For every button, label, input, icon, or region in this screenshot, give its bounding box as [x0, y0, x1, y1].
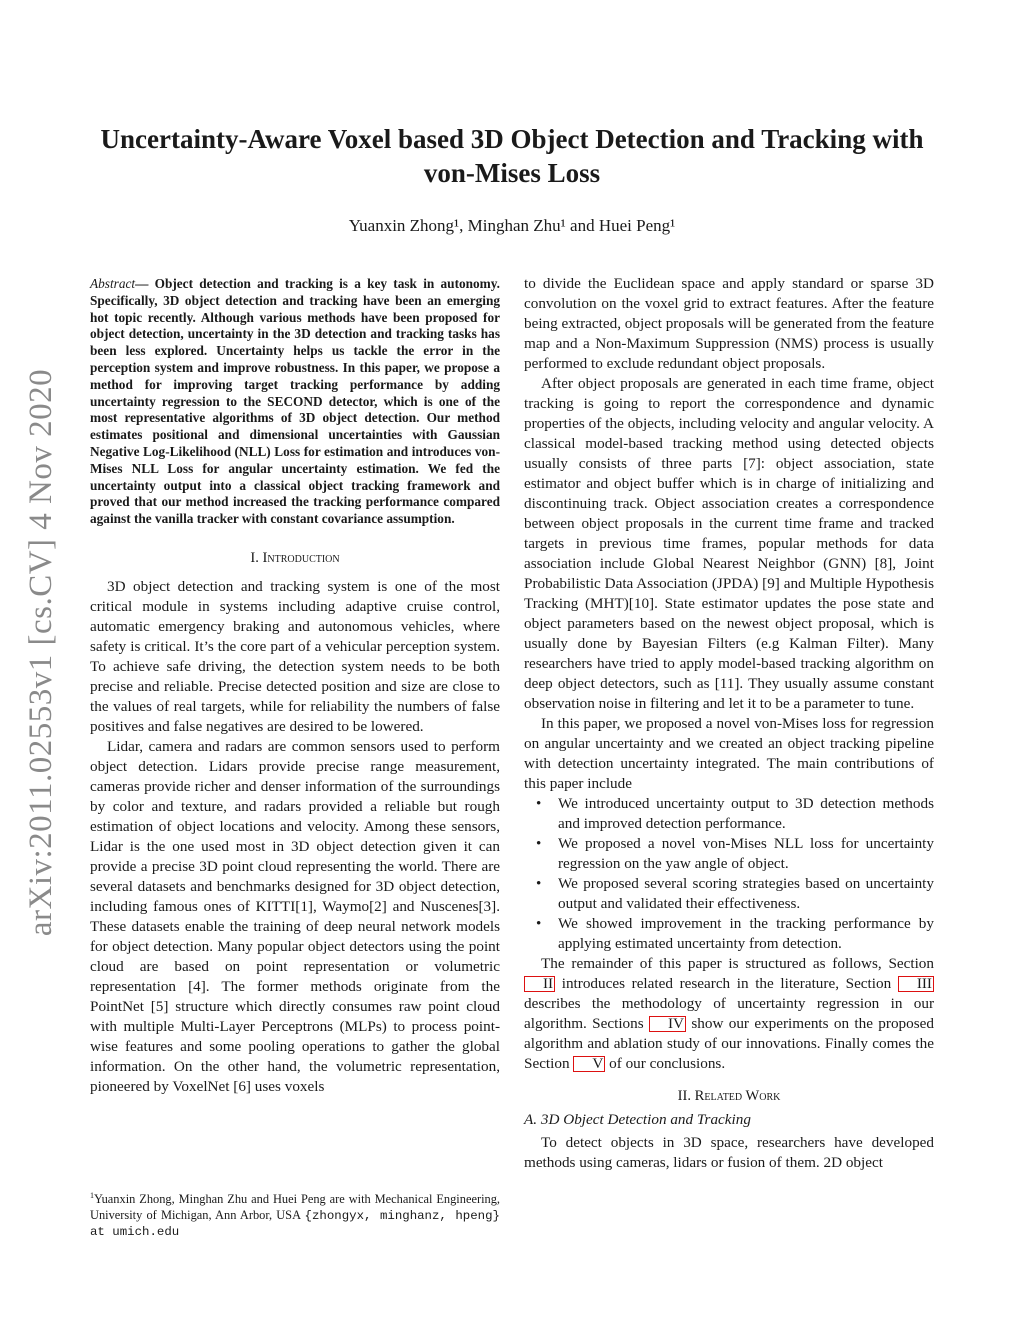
- intro-paragraph-4: In this paper, we proposed a novel von-Mises loss for regression on angular uncertainty and we created an object tracking pipeline with detection uncertainty integrated. The main contributions of this paper include: [524, 715, 934, 792]
- arxiv-id: arXiv:2011.02553v1 [cs.CV] 4 Nov 2020: [23, 368, 60, 936]
- intro-paragraph-5: The remainder of this paper is structured as follows, Section II introduces related research in the literature, Section III describes the methodology of uncertainty regression in our algorithm. Sections IV show our experiments on the proposed algorithm and ablation study of our innovations. Finally comes the Section V of our conclusions.: [524, 955, 934, 1072]
- bullet: •: [536, 875, 542, 892]
- list-item: • We proposed a novel von-Mises NLL loss for uncertainty regression on the yaw angle of object.: [536, 835, 934, 872]
- paper-title: Uncertainty-Aware Voxel based 3D Object Detection and Tracking with von-Mises Loss: [100, 124, 924, 188]
- footnote-text: Yuanxin Zhong, Minghan Zhu and Huei Peng are with Mechanical Engineering, University of Michigan, Ann Arbor, USA: [90, 1192, 500, 1222]
- section-number: II.: [677, 1088, 695, 1104]
- intro-paragraph-2: Lidar, camera and radars are common sensors used to perform object detection. Lidars provide precise range measurement, cameras provide richer and denser information of the surroundings by color and texture, and radars provided a reliable but rough estimation of object locations and velocity. Among these sensors, Lidar is the one used most in 3D object detection given it can provide a precise 3D point cloud representing the world. There are several datasets and benchmarks designed for 3D object detection, including famous ones of KITTI[1], Waymo[2] and Nuscenes[3]. These datasets enable the training of deep neural network models for object detection. Many popular object detectors using the point cloud are based on point representation or volumetric representation [4]. The former methods originate from the PointNet [5] structure which directly consumes raw point cloud with multiple Multi-Layer Perceptrons (MLPs) to process point-wise features and some pooling operations to gather the global information. On the other hand, the volumetric representation, pioneered by VoxelNet [6] uses voxels: [90, 737, 500, 1095]
- intro-paragraph-3: After object proposals are generated in each time frame, object tracking is going to report the correspondence and dynamic properties of the objects, including velocity and angular velocity. A classical model-based tracking method using detected objects usually consists of three parts [7]: object association, state estimator and object buffer which is in charge of initializing and discontinuing track. Object association creates a correspondence between object proposals in the current time frame and tracked targets in previous time frames, popular methods for data association include Global Nearest Neighbor (GNN) [8], Joint Probabilistic Data Association (JPDA) [9] and Multiple Hypothesis Tracking (MHT)[10]. State estimator updates the pose state and object parameters based on the newest object proposal, which is usually done by Bayesian Filters (e.g Kalman Filter). Many researchers have tried to apply model-based tracking algorithm on deep object detectors, such as [11]. They usually assume constant observation noise in filtering and let it to be a parameter to tune.: [524, 375, 934, 712]
- subsection-heading: A. 3D Object Detection and Tracking: [524, 1111, 751, 1128]
- section-link-iv[interactable]: IV: [649, 1016, 686, 1032]
- section-heading-introduction: [90, 550, 500, 567]
- intro-paragraph-1: 3D object detection and tracking system is one of the most critical module in systems including adaptive cruise control, automatic emergency braking and autonomous vehicles, where safety is critical. It’s the core part of a vehicular perception system. To achieve safe driving, the detection system needs to be both precise and reliable. Precise detected position and size are close to the values of real targets, while for reliability the numbers of false positives and false negatives are desired to be lowered.: [90, 577, 500, 735]
- abstract: [90, 276, 500, 528]
- footnote: [90, 1188, 500, 1241]
- section-title: Introduction: [262, 549, 340, 566]
- bullet: •: [536, 795, 542, 812]
- list-item: • We proposed several scoring strategies based on uncertainty output and validated their effectiveness.: [536, 875, 934, 912]
- list-item: • We showed improvement in the tracking performance by applying estimated uncertainty from detection.: [536, 915, 934, 952]
- left-column: [90, 276, 500, 1097]
- related-work-paragraph-1: To detect objects in 3D space, researchers have developed methods using cameras, lidars or fusion of them. 2D object: [524, 1134, 934, 1171]
- author-list: Yuanxin Zhong¹, Minghan Zhu¹ and Huei Peng¹: [348, 216, 676, 235]
- abstract-text: Object detection and tracking is a key task in autonomy. Specifically, 3D object detection and tracking have been an emerging hot topic recently. Although various methods have been proposed for object detection, uncertainty in the 3D detection and tracking tasks has been less explored. Uncertainty helps us tackle the error in the perception system and improve robustness. In this paper, we propose a method for improving target tracking performance by adding uncertainty regression to the SECOND detector, which is one of the most representative algorithms of 3D object detection. Our method estimates positional and dimensional uncertainties with Gaussian Negative Log-Likelihood (NLL) Loss for estimation and introduces von-Mises NLL Loss for angular uncertainty estimation. We fed the uncertainty output into a classical object tracking framework and proved that our method increased the tracking performance compared against the vanilla tracker with constant covariance assumption.: [90, 276, 501, 527]
- abstract-dash: —: [135, 276, 155, 291]
- section-heading-related-work: [524, 1088, 934, 1105]
- intro-paragraph-2-cont: to divide the Euclidean space and apply standard or sparse 3D convolution on the voxel grid to extract features. After the feature being extracted, object proposals will be generated from the feature map and a Non-Maximum Suppression (NMS) process is usually performed to exclude redundant object proposals.: [524, 275, 934, 372]
- section-link-iii[interactable]: III: [898, 976, 934, 992]
- section-link-ii[interactable]: II: [524, 976, 555, 992]
- section-number: I.: [250, 549, 263, 566]
- arxiv-stamp: [18, 352, 66, 952]
- footnote-mark: 1: [90, 1191, 95, 1200]
- section-link-v[interactable]: V: [573, 1056, 605, 1072]
- list-item: • We introduced uncertainty output to 3D detection methods and improved detection performance.: [536, 795, 934, 832]
- bullet: •: [536, 835, 542, 852]
- section-title: Related Work: [694, 1088, 781, 1104]
- bullet: •: [536, 915, 542, 932]
- right-column: [524, 274, 934, 1173]
- abstract-label: Abstract: [90, 276, 136, 291]
- footnote-email: {zhongyx, minghanz, hpeng} at umich.edu: [90, 1208, 500, 1240]
- contribution-list: [524, 794, 934, 954]
